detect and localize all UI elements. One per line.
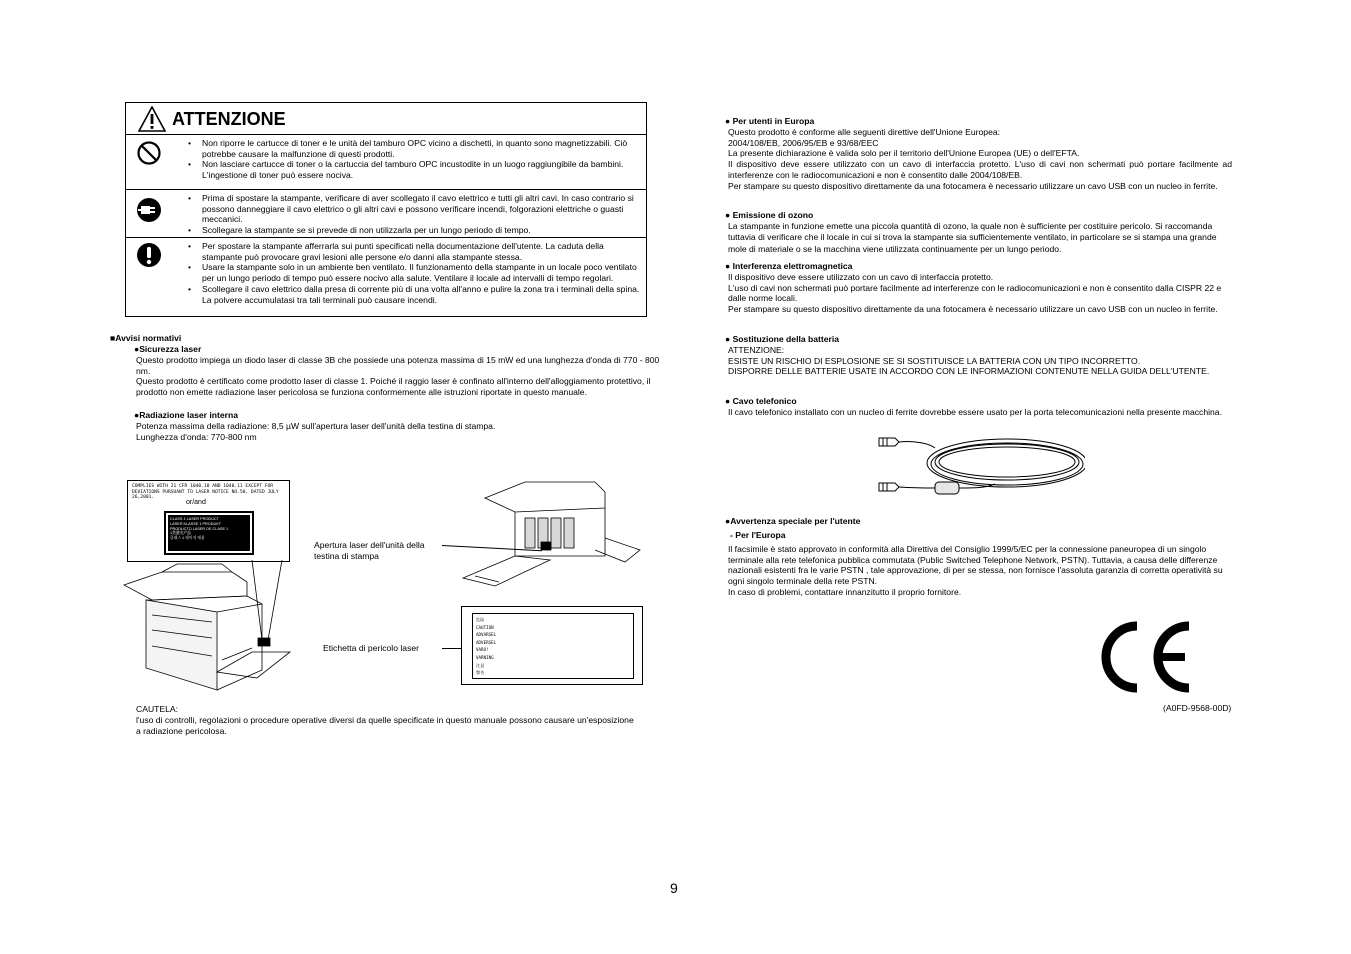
battery-text xyxy=(728,345,1232,377)
caution-title: ATTENZIONE xyxy=(172,109,286,129)
paragraph: ATTENZIONE: xyxy=(728,345,785,355)
emi-title: ● Interferenza elettromagnetica xyxy=(725,261,853,271)
paragraph: Per stampare su questo dispositivo direttamente da una fotocamera è necessario utilizzare un cavo USB con un nucleo in ferrite. xyxy=(728,180,1218,191)
warning-label-caption: Etichetta di pericolo laser xyxy=(323,643,420,653)
regulatory-heading: ■Avvisi normativi xyxy=(110,333,182,343)
paragraph: La presente dichiarazione è valida solo per il territorio dell'Unione Europea (UE) o dell'EFTA. xyxy=(728,148,1080,159)
caution-item: • Usare la stampante solo in un ambiente ben ventilato. Il funzionamento della stampante in un locale poco ventilato per un lungo periodo di tempo può essere nocivo alla salute. Ventilare il locale ad intervalli di tempo regolari. xyxy=(188,262,640,283)
prohibition-icon xyxy=(136,140,162,166)
document-code: (A0FD-9568-00D) xyxy=(1163,703,1232,713)
warning-line: ADVERSEL xyxy=(476,639,497,645)
caution-row-exclamation xyxy=(126,238,646,318)
paragraph: Questo prodotto impiega un diodo laser di classe 3B che possiede una potenza massima di 15 mW ed una lunghezza d'onda di 770 - 800 nm. xyxy=(136,355,660,376)
compliance-text: COMPLIES WITH 21 CFR 1040.10 AND 1040.11 EXCEPT FOR DEVIATIONS PURSUANT TO LASER NOTICE NO.50, DATED JULY 26,2001. xyxy=(132,484,279,501)
exclamation-icon xyxy=(136,242,162,268)
ozone-title: ● Emissione di ozono xyxy=(725,210,814,220)
caution-item: • Scollegare la stampante se si prevede di non utilizzarla per un lungo periodo di tempo. xyxy=(188,225,640,236)
paragraph: Per stampare su questo dispositivo direttamente da una fotocamera è necessario utilizzare un cavo USB con un nucleo in ferrite. xyxy=(728,304,1218,315)
caution-row-unplug xyxy=(126,190,646,238)
warning-line: 注意 xyxy=(476,662,485,668)
paragraph: In caso di problemi, contattare innanzitutto il proprio fornitore. xyxy=(728,586,962,597)
paragraph: DISPORRE DELLE BATTERIE USATE IN ACCORDO CON LE INFORMAZIONI CONTENUTE NELLA GUIDA DELL'UTENTE. xyxy=(728,366,1210,377)
warning-line: ADVARSEL xyxy=(476,632,497,638)
telephone-cable-illustration xyxy=(875,432,1085,500)
warning-leader-line xyxy=(442,648,461,649)
cautela-title: CAUTELA: xyxy=(136,704,179,714)
cautela-text: l'uso di controlli, regolazioni o procedure operative diversi da quelle specificate in questo manuale possono causare un'esposizione a radiazione pericolosa. xyxy=(136,715,634,736)
compliance-label xyxy=(127,480,290,562)
paragraph: Il dispositivo deve essere utilizzato con un cavo di interfaccia protetto. L'uso di cavi non schermati può portare facilmente ad interferenze con le radiocomunicazioni e non è consentito dalle 2004/108/EB. xyxy=(728,159,1232,180)
laser-warning-label xyxy=(472,613,634,679)
paragraph: Il dispositivo deve essere utilizzato con un cavo di interfaccia protetto. xyxy=(728,272,994,282)
paragraph: Lunghezza d'onda: 770-800 nm xyxy=(136,431,257,442)
printer-front-illustration xyxy=(122,560,297,700)
paragraph: Questo prodotto è certificato come prodotto laser di classe 1. Poiché il raggio laser è confinato all'interno dell'alloggiamento protettivo, il prodotto non emette radiazione laser pericolosa se funziona conformemente alle istruzioni riportate in questo manuale. xyxy=(136,376,651,398)
europe-subtitle: - Per l'Europa xyxy=(730,530,786,540)
emi-text xyxy=(728,272,1232,315)
printer-open-illustration xyxy=(455,478,645,590)
eu-text xyxy=(728,127,1232,191)
warning-triangle-icon xyxy=(138,106,166,132)
page-number: 9 xyxy=(670,880,678,896)
warning-line: VARNING xyxy=(476,654,494,660)
caution-table xyxy=(125,102,647,317)
laser-warning-label-text xyxy=(476,616,630,677)
class1-line: LASER KLASSE 1 PRODUKT xyxy=(170,521,222,526)
class1-label-inner xyxy=(168,515,250,551)
phone-cable-title: ● Cavo telefonico xyxy=(725,396,797,406)
class1-line: 1类激光产品 xyxy=(170,531,192,536)
warning-line: VARO! xyxy=(476,647,489,653)
paragraph: Potenza massima della radiazione: 8,5 µW sull'apertura laser dell'unità della testina di stampa. xyxy=(136,421,496,431)
laser-warning-label-frame xyxy=(461,606,643,685)
eu-title: ● Per utenti in Europa xyxy=(725,116,815,126)
class1-line: CLASS 1 LASER PRODUCT xyxy=(170,517,219,521)
caution-item: • Prima di spostare la stampante, verificare di aver scollegato il cavo elettrico e tutti gli altri cavi. In caso contrario si possono danneggiare il cavo elettrico o gli altri cavi e possono verificare incendi, folgorazioni elettriche o guasti meccanici. xyxy=(188,193,640,225)
caution-item: • Scollegare il cavo elettrico dalla presa di corrente più di una volta all'anno e pulire la zona tra i terminali della spina. La polvere accumulatasi tra tali terminali può causare incendi. xyxy=(188,284,640,305)
aperture-label: Apertura laser dell'unità della testina di stampa xyxy=(314,540,425,561)
internal-radiation-title: ●Radiazione laser interna xyxy=(134,410,239,420)
special-notice-title: ●Avvertenza speciale per l'utente xyxy=(725,516,861,526)
class1-line: PRODUCTO LASER DE CLASE 1 xyxy=(170,526,229,531)
paragraph: ESISTE UN RISCHIO DI ESPLOSIONE SE SI SOSTITUISCE LA BATTERIA CON UN TIPO INCORRETTO. xyxy=(728,355,1141,366)
battery-title: ● Sostituzione della batteria xyxy=(725,334,840,344)
caution-row-prohibition xyxy=(126,135,646,190)
special-notice-text xyxy=(728,544,1233,598)
caution-item: • Non riporre le cartucce di toner e le unità del tamburo OPC vicino a dischetti, in quanto sono magnetizzabili. Ciò potrebbe causare la malfunzione di questi prodotti. xyxy=(188,138,640,159)
laser-safety-title: ●Sicurezza laser xyxy=(134,344,202,354)
internal-radiation-text xyxy=(136,421,664,442)
caution-header xyxy=(126,103,646,135)
caution-item: • Per spostare la stampante afferrarla sui punti specificati nella documentazione dell'utente. La caduta della stampante può provocare gravi lesioni alle persone e/o danni alla stampante stessa. xyxy=(188,241,640,262)
class1-line: 클래스 1 레이저 제품 xyxy=(170,536,205,541)
paragraph: Il facsimile è stato approvato in conformità alla Direttiva del Consiglio 1999/5/EC per la connessione paneuropea di un singolo terminale alla rete telefonica pubblica commutata (Public Switched Telephone Network, PSTN). Tuttavia, a causa delle differenze nazionali esistenti fra le varie PSTN , tale approvazione, di per se stessa, non fornisce l'assoluta garanzia di corretta operatività su ogni singolo terminale della rete PSTN. xyxy=(728,544,1223,587)
phone-cable-text: Il cavo telefonico installato con un nucleo di ferrite dovrebbe essere usato per la porta telecomunicazioni nella presente macchina. xyxy=(728,407,1222,417)
ozone-text: La stampante in funzione emette una piccola quantità di ozono, la quale non è sufficiente per costituire pericolo. Si raccomanda tuttavia di verificare che il locale in cui si trova la stampante sia sufficientemente ventilato, in particolare se si stampa una grande mole di materiale o se la macchina viene utilizzata continuamente per un lungo periodo. xyxy=(728,221,1217,254)
paragraph: 2004/108/EB, 2006/95/EB e 93/68/EEC xyxy=(728,137,879,148)
caution-item: • Non lasciare cartucce di toner o la cartuccia del tamburo OPC incustodite in un luogo raggiungibile da bambini. L'ingestione di toner può essere nociva. xyxy=(188,159,640,180)
class1-label xyxy=(164,511,254,555)
unplug-icon xyxy=(136,197,162,223)
warning-line: 警告 xyxy=(476,670,485,676)
laser-safety-text xyxy=(136,355,664,398)
warning-line: 危险 xyxy=(476,617,485,622)
warning-line: CAUTION xyxy=(476,624,494,630)
ce-mark-icon xyxy=(1093,620,1193,694)
paragraph: Questo prodotto è conforme alle seguenti direttive dell'Unione Europea: xyxy=(728,127,1001,137)
paragraph: L'uso di cavi non schermati può portare facilmente ad interferenze con le radiocomunicazioni e non è consentito dalla CISPR 22 e dalle norme locali. xyxy=(728,282,1222,304)
or-and-text: or/and xyxy=(186,499,206,506)
